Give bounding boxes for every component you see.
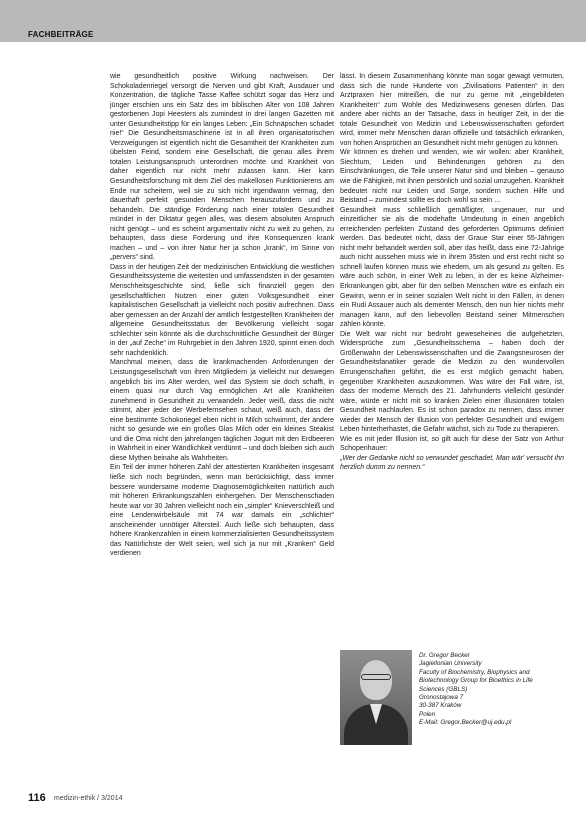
right-paragraph-4: Die Welt war nicht nur bedroht geweseheines die aufgehetzten, Widersprüche zum „Gesundheitsschema – haben doch der Größenwahn der Lebenswissenschaften und die Zwangsneurosen der Gesundheitsfanatiker gerade die Medizin zu den wundervollen Errungenschaften geführt, die es erst möglich gemacht haben, gegenüber Krankheiten auszukommen. Was wäre der Fall wäre, ist, dass der moderne Mensch des 21. Jahrhunderts vielleicht gesünder wäre, würde er nicht mit so kranken Zielen einer illusionären totalen Gesundheit nachlaufen. Es ist schon paradox zu nennen, dass immer wieder der Mensch der Illusion von perfekter Gesundheit und ewigem Leben hinterherhastet, die Gefahr wächst, sich zu Tode zu therapieren. <box>340 330 564 434</box>
author-faculty: Faculty of Biochemistry, Biophysics and <box>419 668 530 676</box>
right-paragraph-3: Gesundheit muss schließlich gemäßigter, ungenauer, nur und einzeitlicher sie als die modehafte Umdeutung in einen angeblich erreichenden perfekten Zustand des geforderten Optimums definiert werden. Das bedeutet nicht, dass der Graue Star einer 55-Jährigen nicht mehr behandelt werden soll, aber das heißt, dass eine 72-Jährige auch nicht aussehen muss wie in ihrem 35sten und erst recht nicht so schnell laufen können muss wie ehedem, um als gesund zu gelten. Es wäre auch schön, in einer Welt zu leben, in der es keine Alzheimer-Erkrankungen gibt, aber für den selben Menschen wäre es einfach ein Gewinn, wenn er in seiner sozialen Welt nicht in den Fällen, in denen ein Rudi Assauer auch als dementer Mensch, den nun hier nichts mehr managen kann, auf den liebevollen Beistand seiner Mitmenschen zählen könnte. <box>340 206 564 329</box>
author-email[interactable]: E-Mail: Gregor.Becker@uj.edu.pl <box>419 719 512 727</box>
author-group-abbr: Sciences (GBLS) <box>419 685 468 693</box>
left-paragraph-2: Dass in der heutigen Zeit der medizinischen Entwicklung die westlichen Gesundheitssysteme die weitesten und umfassendsten in der gesamten Menschheitsgeschichte sind, ließe sich finanziell gegen den gesellschaftlichen Nutzen einer guten Volksgesundheit einer kapitalistischen Gesellschaft ja vielleicht noch positiv aufrechnen. Dass aber gemessen an der Anzahl der amtlich festgestellten Krankheiten der allgemeine Gesundheitsstatus der Bevölkerung vielleicht sogar schlechter sein könnte als die durchschnittliche Gesundheit der Bürger in der „auf Zeche“ im Ruhrgebiet in den Jahren 1920, spinnt einen doch sehr nachdenklich. <box>110 263 334 357</box>
author-name: Dr. Gregor Becker <box>419 652 470 659</box>
schopenhauer-quote: „Wer der Gedanke nicht so verwundet geschadet, Man wär' versucht ihn herzlich dumm zu nennen.“ <box>340 454 564 472</box>
author-country: Polen <box>419 710 436 718</box>
page-number: 116 <box>28 792 46 804</box>
section-label: FACHBEITRÄGE <box>28 30 94 39</box>
author-street: Gronostajowa 7 <box>419 694 464 702</box>
left-paragraph-1: wie gesundheitlich positive Wirkung nachweisen. Der Schokoladenriegel versorgt die Nerven und gibt Kraft, Ausdauer und Konzentration, die tägliche Tasse Kaffee schützt sogar das Herz und jünger erschien uns ein Satz des im biblischen Alter von 108 Jahren gestorbenen Jopi Heesters als zumindest in drei langen Gazetten mit unter Gesundheitstipp für ein langes Leben: „Ein Schnäpschen schadet nie!“ Die Gesundheitsmaschinerie ist in all ihren organisatorischen Verzweigungen ist eigentlich nicht die Gesamtheit der Krankheiten zum übelsten Feind, sondern eine Gesellschaft, die genau alles ihrem totalen Leistungsanspruch unterordnen möchte und Krankheit von daher eigentlich nur nicht mehr zulassen kann. Hier kann Gesundheitsforschung mit dem Ziel des makellosen Funktionierens am Ende nur scheitern, weil sie zu sich nicht irgendwann vermag, den dauerhaft perfekt gesunden Menschen herauszufordern und zu behandeln. Die ständige Förderung nach einer totalen Gesundheit mündet in der Diktatur gegen alles, was diesem absoluten Anspruch nicht genügt – und es scheint argumentativ nicht zu weit zu gehen, zu behaupten, dass diese Forderung und ihre Konsequenzen krank machen – und – von ihrer Natur her ja schon „krank“, im Sinne von „pervers“ sind. <box>110 73 334 262</box>
right-paragraph-5: Wie es mit jeder Illusion ist, so gilt auch für diese der Satz von Arthur Schopenhauer: <box>340 435 564 453</box>
right-paragraph-1: lässt. In diesem Zusammenhang könnte man sogar gewagt vermuten, dass sich die runde Hunderte von „Zivilisations Patienten“ in den Arztpraxen hier mitreißen, die nur zu gerne mit „eingebildeten Krankheiten“ zum Wohle des Medizinwesens genesen dürfen. Das andere aber nichts an der Tatsache, dass in heutiger Zeit, in der die totale Gesundheit von Medizin und Lebenswissenschaften gefordert wird, immer mehr Menschen daran offizielle und tatsächlich erkranken, von hohen Ansprüchen an Gesundheit nicht mehr genügen zu können. <box>340 73 564 147</box>
author-bio <box>419 652 559 728</box>
author-university: Jagiellonian University <box>419 660 482 668</box>
left-column <box>110 72 334 559</box>
author-photo <box>340 650 412 745</box>
publication-info: medizin-ethik / 3/2014 <box>54 795 123 802</box>
author-group: Biotechnology Group for Bioethics in Life <box>419 677 533 685</box>
right-column <box>340 72 564 473</box>
left-paragraph-3: Manchmal meinen, dass die krankmachenden Anforderungen der Leistungsgesellschaft von ihren Mitgliedern ja vielleicht nur deswegen angeblich bis ins Alter werden, weil das System sie doch schafft, in einem quasi nur durch Vag ermöglichen Art alle Krankheiten zunehmend in Gesundheit zu verwandeln. Jeder weiß, dass die nicht stimmt, aber jeder der Werbefernsehen schaut, weiß auch, dass der eine bestimmte Schokoriegel eben nicht in Milch schwimmt, der andere nicht so gesunde wie ein großes Glas Milch oder ein kleines Steakist und die Oma nicht den jahrelangen täglichen Jogurt mit den Erdbeeren in Wahrheit in einer Wändlichkeit verdünnt – und doch bleiben sich auch diese Mythen beinahe als Wahrheiten. <box>110 359 334 462</box>
author-photo-glasses <box>361 674 391 680</box>
left-paragraph-4: Ein Teil der immer höheren Zahl der attestierten Krankheiten insgesamt ließe sich noch begründen, wenn man berücksichtigt, dass immer bessere wundersame moderne Diagnosemöglichkeiten natürlich auch mit höheren Erkrankungszahlen einhergehen. Der Menschenschaden heute war vor 30 Jahren vielleicht noch ein „simpler“ Knieverschleiß und eine Lendenwirbelsäule mit 74 war damals ein „schlichter“ anscheinender unnötiger Altersteil. Auch ließe sich behaupten, dass höhere Krankenzahlen in einem kommerzialisierten Gesundheitssystem das Natürlichste der Welt seien, weil sich ja nur mit „Kranken“ Geld verdienen <box>110 464 334 558</box>
right-paragraph-2: Wir können es drehen und wenden, wie wir wollen: aber Krankheit, Siechtum, Leiden und Behinderungen gehören zu den Einschränkungen, die Teile unserer Natur sind und bleiben – genauso wie die Fähigkeit, mit ihnen persönlich und sozial umzugehen. Krankheit bedeutet nicht nur Leiden und Sorge, sondern suchen Hilfe und Beistand – zumindest sollte es doch wohl so sein … <box>340 149 564 205</box>
author-photo-head <box>360 660 392 700</box>
author-city: 30-387 Kraków <box>419 702 462 710</box>
